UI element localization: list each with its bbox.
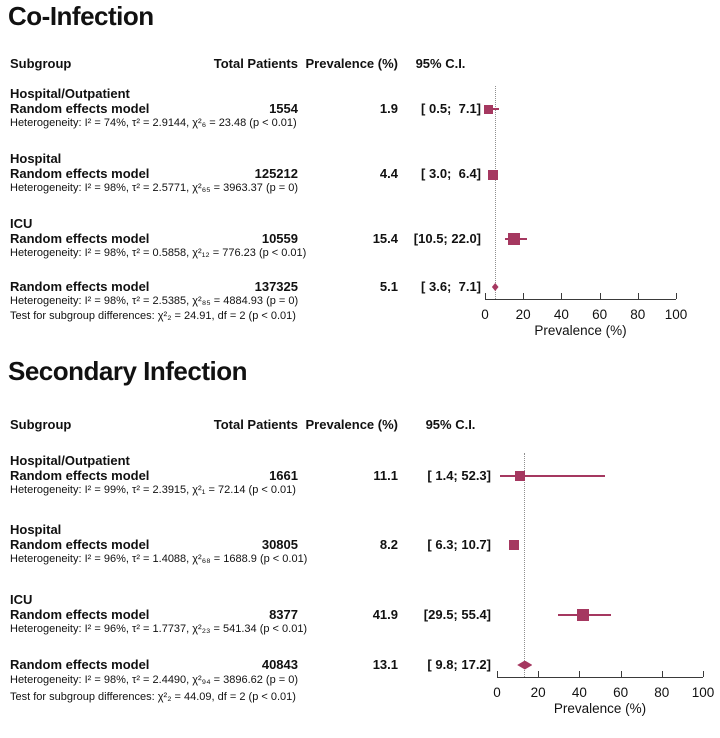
axis-line xyxy=(497,677,703,678)
subgroup-test-note xyxy=(0,310,495,326)
prevalence-value: 1.9 xyxy=(379,101,398,116)
axis-tick-label: 20 xyxy=(530,685,546,700)
axis-tick-label: 100 xyxy=(664,307,688,322)
prevalence-value: 15.4 xyxy=(372,231,398,246)
axis-tick-label: 40 xyxy=(571,685,587,700)
reference-line xyxy=(495,86,496,299)
heterogeneity-note xyxy=(0,674,495,690)
column-header-total-patients: Total Patients xyxy=(213,417,298,432)
heterogeneity-note xyxy=(0,553,495,569)
model-row xyxy=(0,166,495,182)
ci-value: [29.5; 55.4] xyxy=(423,607,491,622)
total-patients-value: 1554 xyxy=(269,101,298,116)
panel-title: Secondary Infection xyxy=(8,356,247,386)
heterogeneity-note xyxy=(0,484,495,500)
model-label: Random effects model xyxy=(10,607,150,622)
column-header-ci: 95% C.I. xyxy=(415,56,466,71)
axis-tick-label: 80 xyxy=(630,307,646,322)
axis-tick xyxy=(485,293,486,299)
pooled-diamond xyxy=(517,661,532,670)
column-header-total-patients: Total Patients xyxy=(213,56,298,71)
subgroup-test-text: Test for subgroup differences: χ²₂ = 44.09, df = 2 (p < 0.01) xyxy=(10,691,296,703)
axis-line xyxy=(485,299,676,300)
axis-tick-label: 80 xyxy=(654,685,670,700)
subgroup-row xyxy=(0,86,495,102)
column-header-prevalence: Prevalence (%) xyxy=(305,56,398,71)
axis-tick xyxy=(523,293,524,299)
prevalence-value: 5.1 xyxy=(379,279,398,294)
reference-line xyxy=(524,453,525,677)
axis-tick-label: 20 xyxy=(515,307,531,322)
axis-tick-label: 40 xyxy=(553,307,569,322)
axis-label: Prevalence (%) xyxy=(553,701,647,716)
axis-tick xyxy=(621,671,622,677)
panel-title: Co-Infection xyxy=(8,1,154,31)
ci-value: [ 1.4; 52.3] xyxy=(427,468,491,483)
effect-square xyxy=(509,540,519,550)
ci-value: [10.5; 22.0] xyxy=(413,231,481,246)
heterogeneity-note xyxy=(0,247,495,263)
total-patients-value: 8377 xyxy=(269,607,298,622)
subgroup-row xyxy=(0,216,495,232)
subgroup-row xyxy=(0,522,495,538)
subgroup-test-note xyxy=(0,691,495,707)
effect-square xyxy=(488,170,498,180)
heterogeneity-text: Heterogeneity: I² = 96%, τ² = 1.7737, χ²₂₃ = 541.34 (p < 0.01) xyxy=(10,623,308,635)
total-patients-value: 30805 xyxy=(261,537,298,552)
model-row xyxy=(0,231,495,247)
model-label: Random effects model xyxy=(10,166,150,181)
heterogeneity-text: Heterogeneity: I² = 74%, τ² = 2.9144, χ²₆ = 23.48 (p < 0.01) xyxy=(10,117,297,129)
heterogeneity-note xyxy=(0,117,495,133)
axis-tick xyxy=(579,671,580,677)
ci-value: [ 3.0; 6.4] xyxy=(421,166,481,181)
model-row xyxy=(0,468,495,484)
axis-tick-label: 60 xyxy=(592,307,608,322)
model-row xyxy=(0,101,495,117)
model-row xyxy=(0,607,495,623)
heterogeneity-text: Heterogeneity: I² = 96%, τ² = 1.4088, χ²₆₈ = 1688.9 (p < 0.01) xyxy=(10,553,308,565)
ci-value: [ 6.3; 10.7] xyxy=(427,537,491,552)
effect-square xyxy=(577,609,589,621)
subgroup-name: ICU xyxy=(10,592,33,607)
ci-value: [ 9.8; 17.2] xyxy=(427,657,491,672)
model-label: Random effects model xyxy=(10,657,150,672)
prevalence-value: 11.1 xyxy=(373,468,398,483)
axis-tick-label: 0 xyxy=(481,307,489,322)
model-label: Random effects model xyxy=(10,101,150,116)
prevalence-value: 8.2 xyxy=(379,537,398,552)
ci-value: [ 0.5; 7.1] xyxy=(421,101,481,116)
heterogeneity-note xyxy=(0,182,495,198)
total-patients-value: 10559 xyxy=(261,231,298,246)
effect-square xyxy=(508,233,520,245)
forest-plot-area xyxy=(481,0,688,345)
total-patients-value: 1661 xyxy=(269,468,298,483)
subgroup-name: Hospital xyxy=(10,522,62,537)
axis-tick-label: 100 xyxy=(691,685,715,700)
forest-plot-area xyxy=(493,355,715,738)
ci-value: [ 3.6; 7.1] xyxy=(421,279,481,294)
subgroup-name: ICU xyxy=(10,216,33,231)
axis-tick xyxy=(538,671,539,677)
subgroup-row xyxy=(0,453,495,469)
subgroup-name: Hospital xyxy=(10,151,62,166)
column-header-row xyxy=(0,56,495,72)
prevalence-value: 13.1 xyxy=(372,657,398,672)
column-header-prevalence: Prevalence (%) xyxy=(305,417,398,432)
total-patients-value: 40843 xyxy=(261,657,298,672)
heterogeneity-text: Heterogeneity: I² = 98%, τ² = 2.4490, χ²₉₄ = 3896.62 (p = 0) xyxy=(10,674,299,686)
heterogeneity-text: Heterogeneity: I² = 98%, τ² = 2.5385, χ²₈₅ = 4884.93 (p = 0) xyxy=(10,295,299,307)
effect-square xyxy=(484,105,493,114)
axis-tick xyxy=(662,671,663,677)
axis-tick xyxy=(703,671,704,677)
panel-secondary-infection xyxy=(0,355,720,738)
heterogeneity-text: Heterogeneity: I² = 98%, τ² = 0.5858, χ²₁₂ = 776.23 (p < 0.01) xyxy=(10,247,307,259)
axis-tick xyxy=(600,293,601,299)
model-label: Random effects model xyxy=(10,279,150,294)
axis-tick xyxy=(561,293,562,299)
heterogeneity-note xyxy=(0,623,495,639)
x-axis xyxy=(481,299,688,339)
subgroup-test-text: Test for subgroup differences: χ²₂ = 24.91, df = 2 (p < 0.01) xyxy=(10,310,296,322)
column-header-subgroup: Subgroup xyxy=(10,56,72,71)
total-patients-value: 137325 xyxy=(254,279,298,294)
effect-square xyxy=(515,471,525,481)
x-axis xyxy=(493,677,715,717)
subgroup-name: Hospital/Outpatient xyxy=(10,453,130,468)
prevalence-value: 41.9 xyxy=(372,607,398,622)
subgroup-name: Hospital/Outpatient xyxy=(10,86,130,101)
model-label: Random effects model xyxy=(10,537,150,552)
model-label: Random effects model xyxy=(10,231,150,246)
column-header-subgroup: Subgroup xyxy=(10,417,72,432)
model-label: Random effects model xyxy=(10,468,150,483)
pooled-diamond xyxy=(492,283,499,291)
panel-co-infection xyxy=(0,0,720,345)
column-header-row xyxy=(0,417,495,433)
overall-model-row xyxy=(0,279,495,295)
overall-model-row xyxy=(0,657,495,673)
axis-tick xyxy=(638,293,639,299)
axis-tick xyxy=(676,293,677,299)
axis-tick xyxy=(497,671,498,677)
subgroup-row xyxy=(0,151,495,167)
axis-tick-label: 0 xyxy=(493,685,501,700)
column-header-ci: 95% C.I. xyxy=(425,417,476,432)
heterogeneity-note xyxy=(0,295,495,311)
subgroup-row xyxy=(0,592,495,608)
axis-tick-label: 60 xyxy=(613,685,629,700)
heterogeneity-text: Heterogeneity: I² = 98%, τ² = 2.5771, χ²₆₅ = 3963.37 (p = 0) xyxy=(10,182,299,194)
heterogeneity-text: Heterogeneity: I² = 99%, τ² = 2.3915, χ²₁ = 72.14 (p < 0.01) xyxy=(10,484,296,496)
model-row xyxy=(0,537,495,553)
prevalence-value: 4.4 xyxy=(379,166,398,181)
total-patients-value: 125212 xyxy=(254,166,298,181)
axis-label: Prevalence (%) xyxy=(534,323,627,338)
